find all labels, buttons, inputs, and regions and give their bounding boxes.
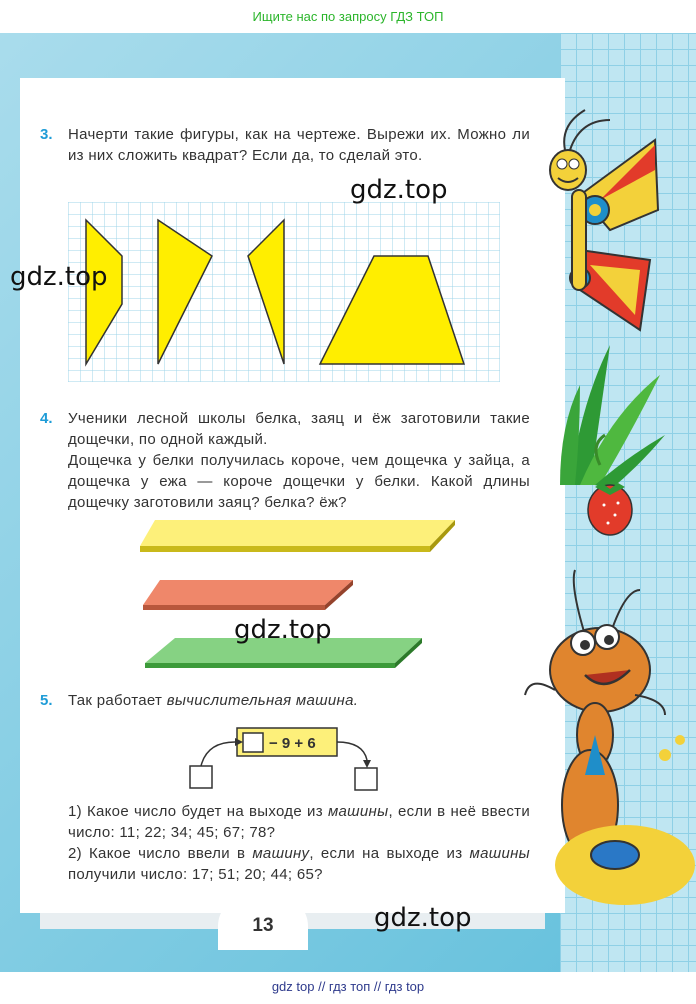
task-3-figures-grid (68, 202, 500, 382)
top-banner[interactable]: Ищите нас по запросу ГДЗ ТОП (0, 0, 696, 33)
page-number: 13 (252, 915, 274, 936)
q1-part-a: 1) Какое число будет на выходе из (68, 803, 323, 820)
task-4-number: 4. (40, 410, 53, 427)
q2-part-a: 2) Какое число ввели в (68, 845, 246, 862)
ant-illustration (515, 565, 696, 910)
task-4-planks (135, 515, 465, 675)
watermark-1: gdz.top (350, 175, 448, 205)
output-box (355, 768, 377, 790)
machine-input-square (243, 733, 263, 752)
plank-yellow (140, 520, 455, 552)
input-box (190, 766, 212, 788)
butterfly-illustration (540, 100, 670, 340)
task-4-text-2: Дощечка у белки получилась короче, чем дощечка у зайца, а дощечка у ежа — короче дощечки у белки. Какой длины дощечку заготовили заяц? белка? ёж? (68, 452, 530, 511)
watermark-4: gdz.top (374, 903, 472, 933)
q1-part-b: , если в неё ввести число: 11; 22; 34; 45; 67; 78? (68, 803, 531, 841)
task-3-number: 3. (40, 126, 53, 143)
watermark-3: gdz.top (234, 615, 332, 645)
task-5-question-2 (68, 843, 530, 885)
q2-part-c: получили число: 17; 51; 20; 44; 65? (68, 866, 323, 883)
q2-part-b: , если на выходе из (309, 845, 463, 862)
calculator-machine-diagram (185, 722, 385, 794)
machine-operation: − 9 + 6 (269, 735, 316, 752)
bottom-banner[interactable]: gdz top // гдз топ // гдз top (0, 972, 696, 1004)
grass-strawberry-illustration (560, 345, 670, 545)
task-4-text-1: Ученики лесной школы белка, заяц и ёж заготовили такие дощечки, по одной каждый. (68, 410, 530, 448)
task-5-intro (68, 690, 530, 711)
task-5-question-1 (68, 801, 530, 843)
watermark-2: gdz.top (10, 262, 108, 292)
task-5-number: 5. (40, 692, 53, 709)
task-3-text: Начерти такие фигуры, как на чертеже. Вырежи их. Можно ли из них сложить квадрат? Если да, то сделай это. (68, 126, 530, 164)
plank-red (143, 580, 353, 610)
q2-italic-2: машины (469, 845, 530, 862)
task-5-intro-text: Так работает (68, 692, 163, 709)
q1-italic: машины (327, 803, 389, 820)
q2-italic: машину (252, 845, 310, 862)
task-5-intro-italic: вычислительная машина. (166, 692, 359, 709)
